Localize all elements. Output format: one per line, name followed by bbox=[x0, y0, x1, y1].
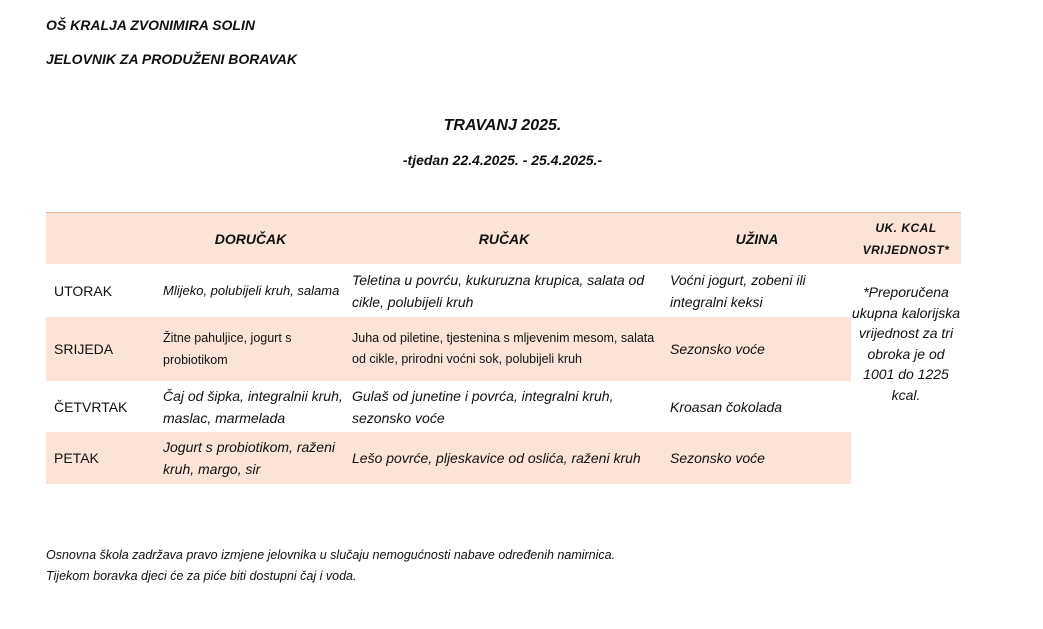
lunch-cell: Gulaš od junetine i povrća, integralni kruh, sezonsko voće bbox=[352, 387, 614, 426]
snack-cell: Voćni jogurt, zobeni ili integralni keksi bbox=[670, 271, 806, 310]
snack-cell: Sezonsko voće bbox=[670, 450, 765, 466]
header-kcal: UK. KCAL VRIJEDNOST* bbox=[851, 212, 961, 265]
day-label: ČETVRTAK bbox=[54, 398, 128, 415]
snack-cell: Sezonsko voće bbox=[670, 341, 765, 357]
breakfast-cell: Mlijeko, polubijeli kruh, salama bbox=[163, 282, 340, 298]
header-lunch: RUČAK bbox=[345, 212, 663, 265]
snack-cell: Kroasan čokolada bbox=[670, 398, 783, 415]
lunch-cell: Juha od piletine, tjestenina s mljevenim mesom, salata od cikle, prirodni voćni sok, polubijeli kruh bbox=[352, 331, 655, 366]
header-snack: UŽINA bbox=[663, 212, 851, 265]
day-label: UTORAK bbox=[54, 282, 113, 299]
day-label: SRIJEDA bbox=[54, 341, 114, 357]
table-row bbox=[46, 317, 851, 381]
day-label: PETAK bbox=[54, 450, 99, 466]
table-row bbox=[46, 432, 851, 484]
week-range: -tjedan 22.4.2025. - 25.4.2025.- bbox=[402, 152, 603, 168]
school-name: OŠ KRALJA ZVONIMIRA SOLIN bbox=[46, 17, 255, 33]
table-row bbox=[46, 381, 851, 432]
breakfast-cell: Jogurt s probiotikom, raženi kruh, margo, sir bbox=[163, 439, 335, 477]
month-title: TRAVANJ 2025. bbox=[443, 117, 562, 134]
menu-table bbox=[46, 212, 961, 484]
breakfast-cell: Žitne pahuljice, jogurt s probiotikom bbox=[163, 331, 292, 367]
lunch-cell: Teletina u povrću, kukuruzna krupica, salata od cikle, polubijeli kruh bbox=[352, 271, 645, 310]
breakfast-cell: Čaj od šipka, integralnii kruh, maslac, marmelada bbox=[163, 387, 343, 426]
table-row bbox=[46, 264, 851, 317]
footer-note-1: Osnovna škola zadržava pravo izmjene jelovnika u slučaju nemogućnosti nabave određenih namirnica. bbox=[46, 548, 616, 562]
kcal-note: *Preporučena ukupna kalorijska vrijednost za tri obroka je od 1001 do 1225 kcal. bbox=[851, 284, 961, 403]
lunch-cell: Lešo povrće, pljeskavice od oslića, raženi kruh bbox=[352, 450, 641, 466]
header-breakfast: DORUČAK bbox=[156, 212, 345, 265]
document-subtitle: JELOVNIK ZA PRODUŽENI BORAVAK bbox=[46, 51, 297, 67]
footer-note-2: Tijekom boravka djeci će za piće biti dostupni čaj i voda. bbox=[46, 569, 357, 583]
